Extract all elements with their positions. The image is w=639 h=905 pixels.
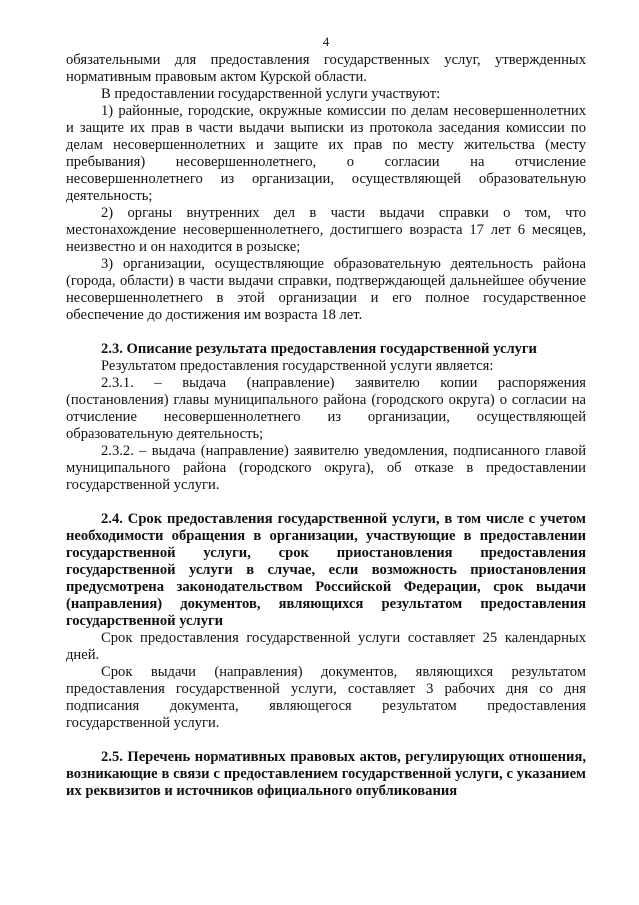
page-number: 4 — [322, 34, 330, 49]
spacer — [66, 324, 586, 341]
list-item-2: 2) органы внутренних дел в части выдачи справки о том, что местонахождение несовершеннолетнего, достигшего возраста 17 лет 6 месяцев, неизвестно и он находится в розыске; — [66, 205, 586, 255]
paragraph-participants: В предоставлении государственной услуги участвуют: — [101, 86, 441, 102]
paragraph-term: Срок предоставления государственной услуги составляет 25 календарных дней. — [66, 630, 586, 663]
list-item-3: 3) организации, осуществляющие образовательную деятельность района (города, области) в части выдачи справки, подтверждающей дальнейшее обучение несовершеннолетнего в этой организации и его полное государственное обеспечение до достижения им возраста 18 лет. — [66, 256, 586, 323]
spacer — [66, 494, 586, 511]
paragraph-intro: обязательными для предоставления государственных услуг, утвержденных нормативным правовым актом Курской области. — [66, 52, 586, 85]
paragraph-2-3-1: 2.3.1. – выдача (направление) заявителю копии распоряжения (постановления) главы муниципального района (городского округа) о согласии на отчисление несовершеннолетнего из организации, осуществляющей образовательную деятельность; — [66, 375, 586, 442]
spacer — [66, 732, 586, 749]
paragraph-result-intro: Результатом предоставления государственной услуги является: — [101, 358, 494, 374]
section-heading-2-4: 2.4. Срок предоставления государственной услуги, в том числе с учетом необходимости обращения в организации, участвующие в предоставлении государственной услуги, срок приостановления предоставления государственной услуги в случае, если возможность приостановления предусмотрена законодательством Российской Федерации, срок выдачи (направления) документов, являющихся результатом предоставления государственной услуги — [66, 511, 586, 629]
list-item-1: 1) районные, городские, окружные комиссии по делам несовершеннолетних и защите их прав в части выдачи выписки из протокола заседания комиссии по делам несовершеннолетних и защите их прав по месту жительства (месту пребывания) несовершеннолетнего, о согласии на отчисление несовершеннолетнего из организации, осуществляющей образовательную деятельность; — [66, 103, 586, 204]
paragraph-issue-term: Срок выдачи (направления) документов, являющихся результатом предоставления государственной услуги, составляет 3 рабочих дня со дня подписания документа, являющегося результатом предоставления государственной услуги. — [66, 664, 586, 731]
section-heading-2-3: 2.3. Описание результата предоставления государственной услуги — [101, 341, 537, 357]
paragraph-2-3-2: 2.3.2. – выдача (направление) заявителю уведомления, подписанного главой муниципального района (городского округа), об отказе в предоставлении государственной услуги. — [66, 443, 586, 493]
section-heading-2-5: 2.5. Перечень нормативных правовых актов, регулирующих отношения, возникающие в связи с предоставлением государственной услуги, с указанием их реквизитов и источников официального опубликования — [66, 749, 586, 799]
